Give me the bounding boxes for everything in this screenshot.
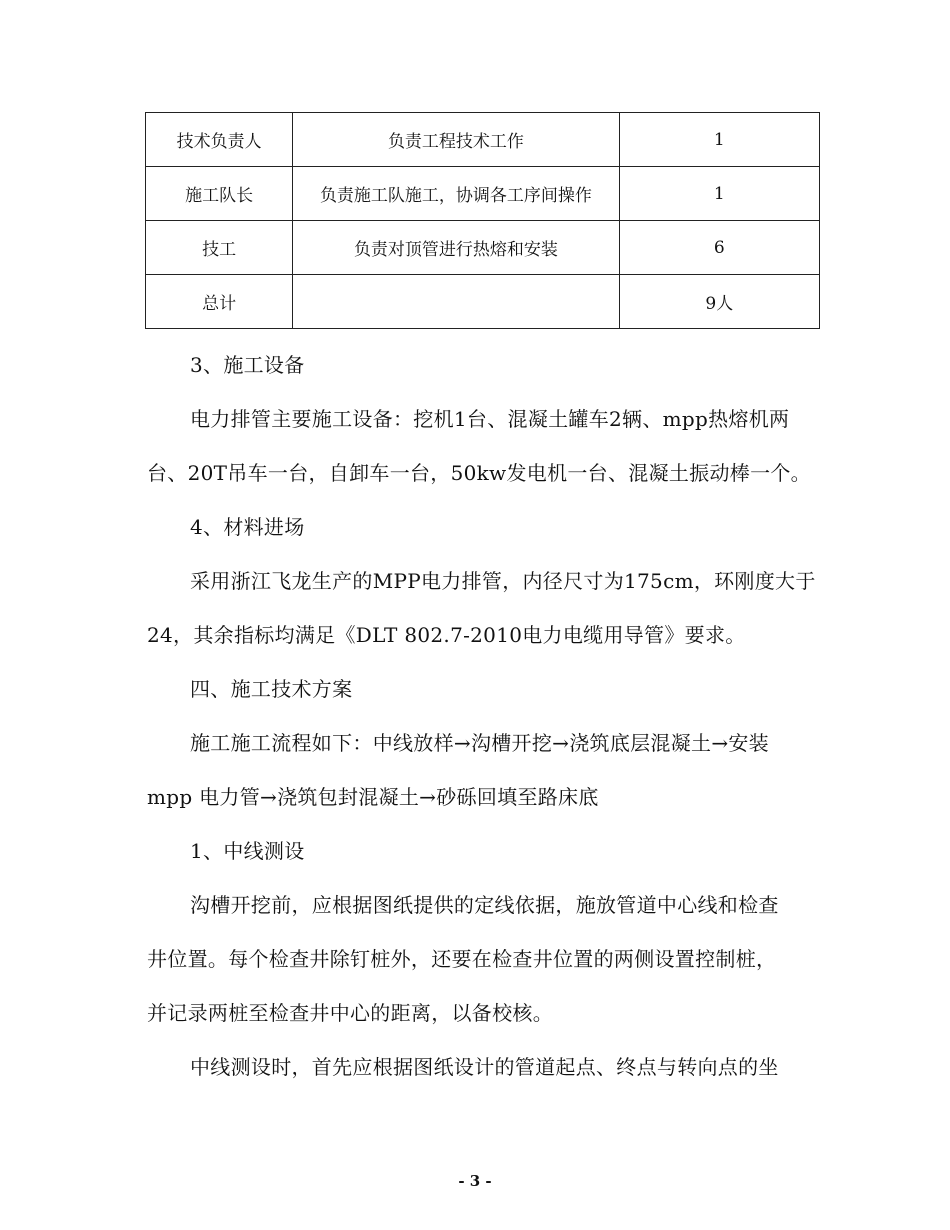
materials-paragraph-line: 采用浙江飞龙生产的MPP电力排管，内径尺寸为175cm，环刚度大于 (190, 569, 816, 593)
table-row (146, 167, 820, 221)
duty-cell: 负责对顶管进行热熔和安装 (293, 221, 619, 275)
staffing-table (145, 112, 820, 329)
role-cell: 技工 (146, 221, 293, 275)
heading-equipment: 3、施工设备 (190, 353, 305, 377)
heading-materials: 4、材料进场 (190, 515, 305, 539)
duty-cell: 负责施工队施工，协调各工序间操作 (293, 167, 619, 221)
equipment-paragraph-line: 台、20T吊车一台，自卸车一台，50kw发电机一台、混凝土振动棒一个。 (147, 461, 811, 485)
role-cell: 施工队长 (146, 167, 293, 221)
count-cell: 6 (619, 221, 819, 275)
heading-technical-plan: 四、施工技术方案 (190, 677, 353, 701)
survey-paragraph-line: 并记录两桩至检查井中心的距离，以备校核。 (147, 1001, 553, 1025)
role-cell: 技术负责人 (146, 113, 293, 167)
flow-paragraph-line: 施工施工流程如下：中线放样→沟槽开挖→浇筑底层混凝土→安装 (190, 731, 769, 755)
materials-paragraph-line: 24，其余指标均满足《DLT 802.7-2010电力电缆用导管》要求。 (147, 623, 746, 647)
equipment-paragraph-line: 电力排管主要施工设备：挖机1台、混凝土罐车2辆、mpp热熔机两 (190, 407, 790, 431)
table-row (146, 113, 820, 167)
duty-cell: 负责工程技术工作 (293, 113, 619, 167)
page-number: - 3 - (458, 1172, 492, 1190)
survey-paragraph-line: 沟槽开挖前，应根据图纸提供的定线依据，施放管道中心线和检查 (190, 893, 779, 917)
table-row-total (146, 275, 820, 329)
duty-cell (293, 275, 619, 329)
heading-centerline-survey: 1、中线测设 (190, 839, 305, 863)
count-cell: 1 (619, 113, 819, 167)
count-cell: 9人 (619, 275, 819, 329)
flow-paragraph-line: mpp 电力管→浇筑包封混凝土→砂砾回填至路床底 (147, 785, 599, 809)
count-cell: 1 (619, 167, 819, 221)
table-row (146, 221, 820, 275)
role-cell: 总计 (146, 275, 293, 329)
survey-paragraph-line: 井位置。每个检查井除钉桩外，还要在检查井位置的两侧设置控制桩， (147, 947, 777, 971)
survey2-paragraph-line: 中线测设时，首先应根据图纸设计的管道起点、终点与转向点的坐 (190, 1055, 779, 1079)
